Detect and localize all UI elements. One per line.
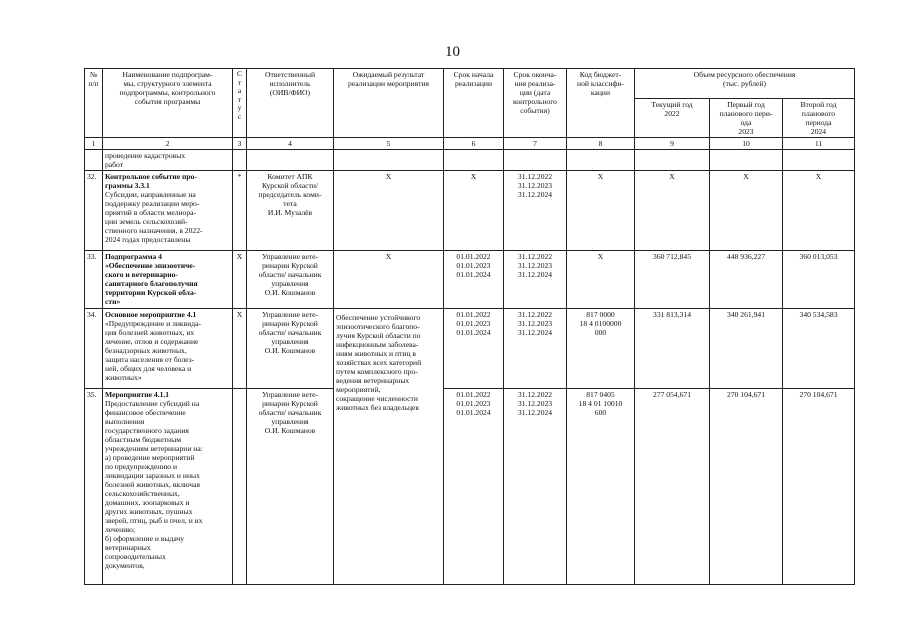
row-result: X (334, 251, 444, 309)
row-end (504, 150, 567, 171)
row-name: Контрольное событие про- граммы 3.3.1 Субсидии, направленные на поддержку реализации меро- приятий в области мелиора- ции земель сельскохозяй- ственного назначения, в 2022- 2024 годах предоставлены (103, 171, 233, 251)
row-result: Обеспечение устойчивого эпизоотического благопо- лучия Курской области по инфекционным заболева- ниям животных и птиц в хозяйствах всех категорий путем комплексного про- ведения ветеринарных мероприятий, сокращение численности животных без владельцев (334, 309, 444, 585)
row-name: Подпрограмма 4 «Обеспечение эпизоотиче- ского и ветеринарно- санитарного благополучия территории Курской обла- сти» (103, 251, 233, 309)
header-status: С т а т у с (233, 69, 247, 138)
row-code: 817 0000 18 4 0100000 000 (567, 309, 635, 389)
row-num: 35. (85, 389, 103, 585)
row-code: X (567, 251, 635, 309)
row-2022: X (635, 171, 710, 251)
table-row (85, 251, 855, 309)
row-2022: 331 813,314 (635, 309, 710, 389)
header-name: Наименование подпрограм- мы, структурного элемента подпрограммы, контрольного события программы (103, 69, 233, 138)
row-start: 01.01.2022 01.01.2023 01.01.2024 (444, 251, 504, 309)
header-executor: Ответственный исполнитель (ОИВ/ФИО) (247, 69, 334, 138)
col-number: 11 (783, 138, 855, 150)
table-row (85, 150, 855, 171)
row-executor: Управление вете- ринарии Курской области/ начальник управления О.И. Кошманов (247, 389, 334, 585)
row-executor (247, 150, 334, 171)
column-number-row (85, 138, 855, 150)
row-status (233, 150, 247, 171)
row-num: 34. (85, 309, 103, 389)
row-result: X (334, 171, 444, 251)
col-number: 1 (85, 138, 103, 150)
row-end: 31.12.2022 31.12.2023 31.12.2024 (504, 309, 567, 389)
header-year-2022: Текущий год 2022 (635, 99, 710, 138)
resource-table (84, 68, 855, 585)
header-row (85, 69, 855, 99)
col-number: 8 (567, 138, 635, 150)
header-year-2023: Первый год планового пери- ода 2023 (710, 99, 783, 138)
table-row (85, 171, 855, 251)
row-2023 (710, 150, 783, 171)
header-num: № п/п (85, 69, 103, 138)
row-executor: Управление вете- ринарии Курской области/ начальник управления О.И. Кошманов (247, 309, 334, 389)
row-end: 31.12.2022 31.12.2023 31.12.2024 (504, 171, 567, 251)
col-number: 5 (334, 138, 444, 150)
row-name: Основное мероприятие 4.1 «Предупреждение и ликвида- ция болезней животных, их лечение, отлов и содержание безнадзорных животных, защита населения от болез- ней, общих для человека и животных» (103, 309, 233, 389)
row-2023: 270 104,671 (710, 389, 783, 585)
row-2024: 340 534,583 (783, 309, 855, 389)
col-number: 9 (635, 138, 710, 150)
row-start (444, 150, 504, 171)
row-status: X (233, 309, 247, 389)
row-status (233, 389, 247, 585)
row-status: * (233, 171, 247, 251)
row-start: 01.01.2022 01.01.2023 01.01.2024 (444, 389, 504, 585)
page-number: 10 (445, 44, 460, 60)
row-2024: 360 013,053 (783, 251, 855, 309)
row-executor: Комитет АПК Курской области/ председатель коми- тета И.И. Музалёв (247, 171, 334, 251)
row-2024: 270 104,671 (783, 389, 855, 585)
header-end: Срок оконча- ния реализа- ции (дата контрольного события) (504, 69, 567, 138)
table-row (85, 309, 855, 389)
row-num: 33. (85, 251, 103, 309)
row-name: Мероприятие 4.1.1 Предоставление субсидий на финансовое обеспечение выполнения государственного задания областным бюджетным учреждениям ветеринарии на: а) проведение мероприятий по предупреждению и ликвидации заразных и иных болезней животных, включая сельскохозяйственных, домашних, зоопарковых и других животных, пушных зверей, птиц, рыб и пчел, и их лечению; б) оформление и выдачу ветеринарных сопроводительных документов, (103, 389, 233, 585)
col-number: 6 (444, 138, 504, 150)
col-number: 4 (247, 138, 334, 150)
header-year-2024: Второй год планового периода 2024 (783, 99, 855, 138)
row-code: X (567, 171, 635, 251)
col-number: 2 (103, 138, 233, 150)
row-2022: 360 712,845 (635, 251, 710, 309)
row-2023: X (710, 171, 783, 251)
header-resources: Объем ресурсного обеспечения (тыс. рублей) (635, 69, 855, 99)
row-code (567, 150, 635, 171)
row-end: 31.12.2022 31.12.2023 31.12.2024 (504, 389, 567, 585)
row-executor: Управление вете- ринарии Курской области/ начальник управления О.И. Кошманов (247, 251, 334, 309)
row-2022 (635, 150, 710, 171)
col-number: 3 (233, 138, 247, 150)
row-2024: X (783, 171, 855, 251)
header-start: Срок начала реализации (444, 69, 504, 138)
row-status: X (233, 251, 247, 309)
col-number: 7 (504, 138, 567, 150)
header-budget-code: Код бюджет- ной классифи- кации (567, 69, 635, 138)
row-2024 (783, 150, 855, 171)
row-num (85, 150, 103, 171)
row-num: 32. (85, 171, 103, 251)
row-2023: 448 936,227 (710, 251, 783, 309)
row-start: X (444, 171, 504, 251)
row-start: 01.01.2022 01.01.2023 01.01.2024 (444, 309, 504, 389)
row-end: 31.12.2022 31.12.2023 31.12.2024 (504, 251, 567, 309)
header-result: Ожидаемый результат реализации мероприятия (334, 69, 444, 138)
row-name: проведение кадастровых работ (103, 150, 233, 171)
row-2023: 340 261,941 (710, 309, 783, 389)
row-code: 817 0405 18 4 01 10010 600 (567, 389, 635, 585)
col-number: 10 (710, 138, 783, 150)
table-row (85, 389, 855, 585)
row-result (334, 150, 444, 171)
row-2022: 277 054,671 (635, 389, 710, 585)
